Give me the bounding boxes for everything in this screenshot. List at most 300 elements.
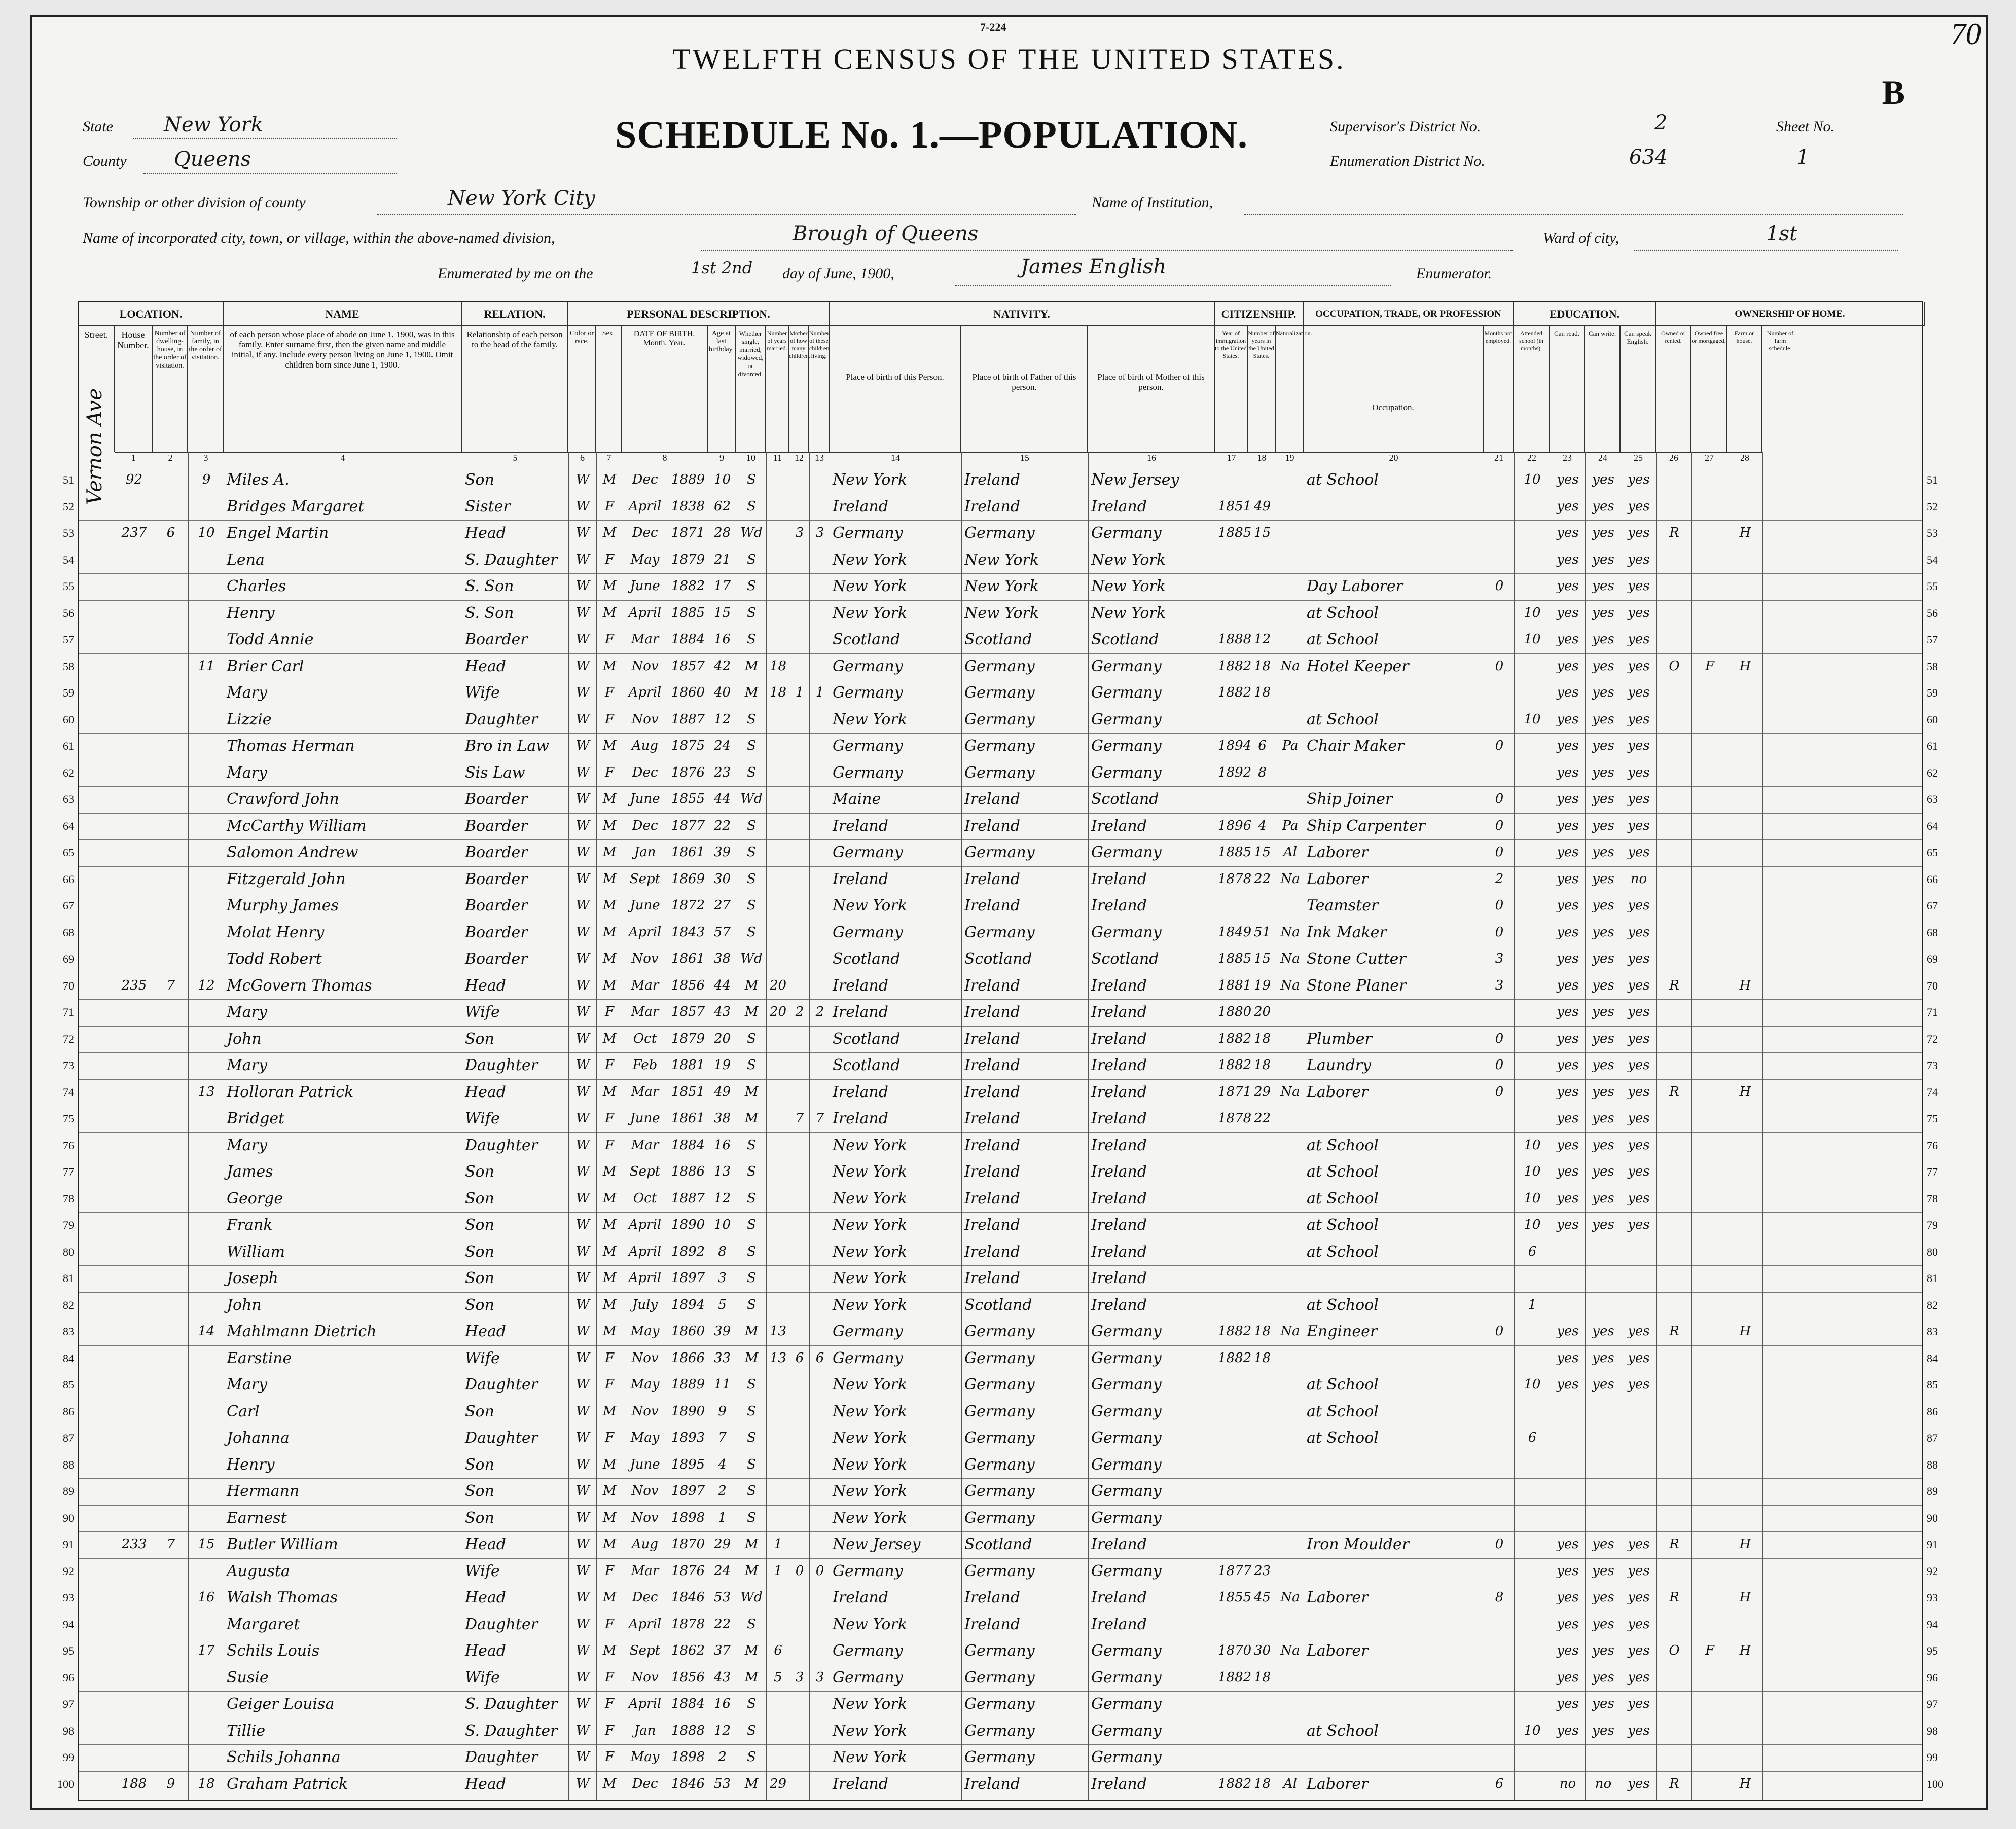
cell-ym: 20 xyxy=(769,1004,787,1019)
cell-own xyxy=(1659,1293,1689,1318)
cell-bp: Ireland xyxy=(833,870,888,888)
cell-ym xyxy=(769,1293,787,1318)
cell-unemp xyxy=(1487,1692,1512,1716)
cell-sex: M xyxy=(602,1084,617,1100)
cell-write: yes xyxy=(1592,1350,1614,1366)
cell-unemp: 0 xyxy=(1495,1537,1504,1552)
cell-unemp xyxy=(1487,1506,1512,1530)
cell-bp: Germany xyxy=(833,1323,903,1340)
line-number: 80 xyxy=(63,1245,74,1258)
table-row xyxy=(63,1744,1938,1769)
cell-liv: 3 xyxy=(815,1669,824,1685)
cell-farm xyxy=(1730,1239,1760,1264)
cell-read: yes xyxy=(1557,578,1579,594)
supervisor-label: Supervisor's District No. xyxy=(1330,118,1481,135)
cell-read: yes xyxy=(1557,658,1579,674)
cell-liv xyxy=(812,494,827,519)
line-number: 75 xyxy=(1927,1112,1938,1125)
cell-unemp: 8 xyxy=(1495,1590,1504,1605)
cell-imm xyxy=(1218,1745,1246,1770)
cell-yrs xyxy=(1251,1186,1274,1211)
cell-yrs: 19 xyxy=(1253,977,1271,993)
cell-rel: Head xyxy=(465,1535,507,1553)
cell-own xyxy=(1659,893,1689,918)
cell-ym xyxy=(769,1612,787,1637)
cell-own xyxy=(1659,1106,1689,1131)
cell-age: 53 xyxy=(713,1590,731,1605)
cell-bf: Germany xyxy=(964,1402,1035,1420)
cell-read: yes xyxy=(1557,1057,1579,1073)
cell-eng: yes xyxy=(1628,658,1650,674)
cell-rel: Head xyxy=(465,524,507,542)
cell-eng: yes xyxy=(1628,1190,1650,1206)
cell-liv xyxy=(812,946,827,971)
cell-sex: M xyxy=(602,578,617,594)
cell-fam xyxy=(191,1479,222,1504)
cell-eng: yes xyxy=(1628,924,1650,940)
cell-year: 1885 xyxy=(671,605,705,620)
line-number: 84 xyxy=(63,1351,74,1365)
cell-yrs: 4 xyxy=(1258,818,1267,833)
cell-bp: New York xyxy=(833,577,907,595)
cell-dw xyxy=(156,654,186,679)
line-number: 70 xyxy=(63,979,74,992)
cell-name: John xyxy=(227,1296,262,1314)
table-row xyxy=(63,893,1938,918)
cell-sex: M xyxy=(602,1270,617,1286)
cell-free xyxy=(1695,1559,1725,1584)
cell-occ xyxy=(1307,1479,1482,1504)
cell-write: yes xyxy=(1592,845,1614,860)
cell-own xyxy=(1659,1692,1689,1716)
table-row xyxy=(63,920,1938,944)
cell-unemp: 0 xyxy=(1495,738,1504,753)
cell-fam xyxy=(191,1106,222,1131)
line-number: 69 xyxy=(1927,953,1938,965)
cell-unemp xyxy=(1487,1399,1512,1424)
cell-write xyxy=(1588,1506,1618,1530)
cell-bm: Germany xyxy=(1091,1509,1162,1527)
cell-occ: Laborer xyxy=(1307,870,1369,888)
cell-age: 22 xyxy=(713,1616,731,1632)
cell-sex: F xyxy=(604,1004,615,1019)
cell-month: Jan xyxy=(634,1723,656,1738)
cell-bp: Scotland xyxy=(833,1056,901,1074)
cell-fam xyxy=(191,893,222,918)
cell-farm xyxy=(1730,1106,1760,1131)
cell-dw xyxy=(156,1372,186,1397)
cell-dw xyxy=(156,467,186,492)
cell-nat xyxy=(1279,893,1302,918)
cell-rel: Boarder xyxy=(465,923,528,941)
cell-occ xyxy=(1307,1266,1482,1291)
table-row xyxy=(63,627,1938,651)
cell-month: Mar xyxy=(631,1084,659,1100)
cell-read: yes xyxy=(1557,711,1579,727)
cell-unemp xyxy=(1487,1718,1512,1743)
cell-own xyxy=(1659,574,1689,599)
line-number: 60 xyxy=(63,713,74,726)
cell-name: Molat Henry xyxy=(227,923,325,941)
cell-bp: Maine xyxy=(833,790,881,808)
cell-nat xyxy=(1279,760,1302,785)
cell-bp: New York xyxy=(833,1509,907,1527)
cell-write: yes xyxy=(1592,552,1614,567)
cell-eng xyxy=(1624,1425,1654,1450)
cell-free xyxy=(1695,1186,1725,1211)
col-mother-of: Mother of how many children. xyxy=(789,326,809,452)
cell-read: yes xyxy=(1557,977,1579,993)
cell-name: Fitzgerald John xyxy=(227,870,346,888)
cell-write: yes xyxy=(1592,1004,1614,1019)
cell-mo xyxy=(792,734,807,758)
cell-mo: 3 xyxy=(795,525,804,540)
cell-free xyxy=(1695,467,1725,492)
cell-occ xyxy=(1307,1665,1482,1690)
cell-bf: Germany xyxy=(964,1376,1035,1394)
cell-free xyxy=(1695,1772,1725,1797)
cell-bp: Germany xyxy=(833,1562,903,1580)
cell-year: 1884 xyxy=(671,632,705,647)
cell-year: 1895 xyxy=(671,1456,705,1472)
cell-nat xyxy=(1279,1213,1302,1237)
cell-sch: 6 xyxy=(1528,1243,1537,1259)
cell-bm: Germany xyxy=(1091,1695,1162,1713)
cell-eng: yes xyxy=(1628,791,1650,807)
cell-fam xyxy=(191,494,222,519)
cell-bp: New York xyxy=(833,1748,907,1766)
cell-month: Mar xyxy=(631,977,659,993)
cell-imm: 1882 xyxy=(1218,1057,1252,1073)
cell-unemp: 3 xyxy=(1495,951,1504,966)
cell-color: W xyxy=(576,552,590,567)
cell-nat xyxy=(1279,1665,1302,1690)
cell-ym xyxy=(769,1159,787,1184)
cell-occ xyxy=(1307,680,1482,705)
line-number: 78 xyxy=(63,1192,74,1205)
cell-ym xyxy=(769,1239,787,1264)
cell-mo xyxy=(792,1186,807,1211)
cell-occ: at School xyxy=(1307,471,1379,489)
cell-dw xyxy=(156,1080,186,1105)
cell-free xyxy=(1695,1479,1725,1504)
column-number: 11 xyxy=(766,452,789,467)
cell-free xyxy=(1695,1425,1725,1450)
cell-unemp: 0 xyxy=(1495,845,1504,860)
cell-bp: New York xyxy=(833,1269,907,1287)
cell-fam: 15 xyxy=(198,1537,215,1552)
cell-mo xyxy=(792,814,807,838)
cell-month: Aug xyxy=(631,1537,659,1552)
cell-liv xyxy=(812,893,827,918)
cell-farm: H xyxy=(1739,1590,1751,1605)
line-number: 59 xyxy=(63,686,74,699)
cell-imm: 1878 xyxy=(1218,871,1252,887)
cell-nat xyxy=(1279,1612,1302,1637)
cell-ym: 6 xyxy=(774,1643,782,1658)
cell-occ: Hotel Keeper xyxy=(1307,657,1409,675)
cell-name: Lizzie xyxy=(227,710,272,728)
line-number: 93 xyxy=(63,1591,74,1604)
cell-sex: M xyxy=(602,605,617,620)
cell-rel: Head xyxy=(465,976,507,995)
cell-year: 1860 xyxy=(671,1324,705,1339)
cell-age: 12 xyxy=(713,1723,731,1738)
cell-rel: S. Son xyxy=(465,604,514,622)
cell-own: R xyxy=(1669,1084,1679,1100)
cell-house xyxy=(118,627,151,652)
line-number: 91 xyxy=(63,1538,74,1551)
column-number: 13 xyxy=(809,452,830,467)
cell-age: 33 xyxy=(713,1350,731,1366)
cell-liv xyxy=(812,1372,827,1397)
cell-write: yes xyxy=(1592,818,1614,833)
cell-ym xyxy=(769,1106,787,1131)
line-number: 54 xyxy=(1927,553,1938,566)
line-number: 60 xyxy=(1927,713,1938,726)
line-number: 79 xyxy=(63,1219,74,1231)
cell-fam xyxy=(191,1665,222,1690)
cell-fam xyxy=(191,1239,222,1264)
cell-year: 1890 xyxy=(671,1217,705,1232)
cell-fam xyxy=(191,1213,222,1237)
cell-color: W xyxy=(576,1217,590,1232)
cell-mo xyxy=(792,1506,807,1530)
cell-sex: M xyxy=(602,977,617,993)
cell-name: Thomas Herman xyxy=(227,737,355,755)
cell-yrs: 30 xyxy=(1253,1643,1271,1658)
cell-rel: Son xyxy=(465,1163,494,1181)
cell-mo xyxy=(792,574,807,599)
cell-bm: Germany xyxy=(1091,1642,1162,1660)
cell-nat xyxy=(1279,1239,1302,1264)
cell-mar: M xyxy=(744,1111,759,1126)
cell-eng: yes xyxy=(1628,552,1650,567)
cell-month: April xyxy=(628,1243,662,1259)
cell-sex: M xyxy=(602,924,617,940)
cell-bp: Ireland xyxy=(833,976,888,995)
cell-free xyxy=(1695,1319,1725,1344)
cell-bf: Ireland xyxy=(964,1110,1020,1127)
cell-month: July xyxy=(632,1297,658,1312)
cell-color: W xyxy=(576,1510,590,1525)
line-number: 88 xyxy=(63,1458,74,1471)
cell-bf: Ireland xyxy=(964,897,1020,914)
line-number: 100 xyxy=(1927,1777,1943,1790)
cell-year: 1879 xyxy=(671,552,705,567)
cell-ym xyxy=(769,494,787,519)
cell-bp: New York xyxy=(833,1376,907,1394)
line-number: 67 xyxy=(63,899,74,912)
cell-sch xyxy=(1517,654,1547,679)
cell-house: 235 xyxy=(121,977,147,993)
cell-write: yes xyxy=(1592,1537,1614,1552)
cell-mar: Wd xyxy=(740,791,763,807)
cell-mar: S xyxy=(747,605,756,620)
cell-year: 1851 xyxy=(671,1084,705,1100)
cell-sch: 10 xyxy=(1524,1377,1541,1392)
cell-bm: Ireland xyxy=(1091,976,1147,995)
line-number: 57 xyxy=(1927,633,1938,646)
cell-bm: New York xyxy=(1091,551,1166,569)
cell-read xyxy=(1553,1266,1583,1291)
cell-farm xyxy=(1730,1159,1760,1184)
cell-bf: Germany xyxy=(964,657,1035,675)
cell-bf: Germany xyxy=(964,1695,1035,1713)
cell-age: 27 xyxy=(713,898,731,913)
cell-unemp xyxy=(1487,521,1512,545)
cell-imm: 1885 xyxy=(1218,951,1252,966)
cell-liv xyxy=(812,867,827,892)
cell-month: Dec xyxy=(632,818,658,833)
cell-bm: New York xyxy=(1091,577,1166,595)
cell-liv xyxy=(812,1186,827,1211)
line-number: 99 xyxy=(1927,1751,1938,1764)
cell-read xyxy=(1553,1293,1583,1318)
cell-house xyxy=(118,1585,151,1610)
cell-eng: yes xyxy=(1628,578,1650,594)
state-value: New York xyxy=(164,113,263,136)
cell-unemp xyxy=(1487,1372,1512,1397)
cell-free xyxy=(1695,1027,1725,1051)
cell-nat: Pa xyxy=(1282,818,1299,833)
line-number: 74 xyxy=(63,1085,74,1099)
cell-farm xyxy=(1730,814,1760,838)
cell-mar: S xyxy=(747,1483,756,1498)
cell-mar: S xyxy=(747,1190,756,1206)
cell-bm: Scotland xyxy=(1091,790,1159,808)
cell-sex: M xyxy=(602,1643,617,1658)
cell-dw: 9 xyxy=(166,1776,175,1791)
cell-month: Mar xyxy=(631,1004,659,1019)
cell-yrs xyxy=(1251,1425,1274,1450)
line-number: 67 xyxy=(1927,899,1938,912)
cell-sex: F xyxy=(604,1563,615,1579)
cell-house xyxy=(118,734,151,758)
line-number: 62 xyxy=(63,766,74,779)
cell-eng xyxy=(1624,1479,1654,1504)
cell-mar: S xyxy=(747,1297,756,1312)
cell-bp: Germany xyxy=(833,524,903,542)
cell-month: Dec xyxy=(632,472,658,487)
cell-yrs xyxy=(1251,467,1274,492)
cell-sex: F xyxy=(604,1696,615,1711)
cell-bm: Germany xyxy=(1091,524,1162,542)
table-row xyxy=(63,1558,1938,1583)
cell-bm: Germany xyxy=(1091,737,1162,755)
cell-dw xyxy=(156,760,186,785)
cell-ym xyxy=(769,1080,787,1105)
cell-eng: yes xyxy=(1628,1377,1650,1392)
cell-write: yes xyxy=(1592,472,1614,487)
cell-unemp xyxy=(1487,1000,1512,1025)
cell-own xyxy=(1659,1159,1689,1184)
cell-rel: Son xyxy=(465,1482,494,1500)
cell-month: April xyxy=(628,1270,662,1286)
cell-own: R xyxy=(1669,1537,1679,1552)
cell-mar: S xyxy=(747,1723,756,1738)
cell-free xyxy=(1695,1399,1725,1424)
cell-month: Aug xyxy=(631,738,659,753)
cell-year: 1861 xyxy=(671,1111,705,1126)
cell-occ: Laborer xyxy=(1307,1083,1369,1101)
cell-farm xyxy=(1730,707,1760,732)
cell-write: yes xyxy=(1592,1217,1614,1232)
cell-farm xyxy=(1730,1372,1760,1397)
cell-imm: 1885 xyxy=(1218,525,1252,540)
cell-fam xyxy=(191,1159,222,1184)
cell-mar: S xyxy=(747,924,756,940)
cell-bf: Ireland xyxy=(964,1615,1020,1633)
cell-yrs xyxy=(1251,1479,1274,1504)
column-rule xyxy=(766,452,767,1800)
cell-farm xyxy=(1730,627,1760,652)
line-number: 54 xyxy=(63,553,74,566)
cell-read: yes xyxy=(1557,498,1579,514)
cell-free xyxy=(1695,1266,1725,1291)
table-row xyxy=(63,1265,1938,1290)
cell-dw xyxy=(156,1559,186,1584)
line-number: 87 xyxy=(63,1432,74,1444)
cell-month: Feb xyxy=(632,1057,658,1073)
cell-house xyxy=(118,1159,151,1184)
cell-own: R xyxy=(1669,1776,1679,1791)
cell-sch: 1 xyxy=(1528,1297,1537,1312)
cell-sch xyxy=(1517,1638,1547,1663)
cell-house xyxy=(118,1559,151,1584)
cell-write: yes xyxy=(1592,764,1614,780)
cell-nat xyxy=(1279,787,1302,812)
cell-age: 38 xyxy=(713,951,731,966)
cell-fam xyxy=(191,707,222,732)
cell-liv: 2 xyxy=(815,1004,824,1019)
city-label: Name of incorporated city, town, or village, within the above-named division, xyxy=(83,230,555,246)
cell-name: Earstine xyxy=(227,1349,292,1367)
cell-sex: F xyxy=(604,1350,615,1366)
cell-sch: 10 xyxy=(1524,1164,1541,1179)
cell-rel: Son xyxy=(465,471,494,489)
cell-bm: Germany xyxy=(1091,1562,1162,1580)
enumeration-value: 634 xyxy=(1629,145,1668,169)
cell-color: W xyxy=(576,1111,590,1126)
cell-bp: Germany xyxy=(833,684,903,702)
cell-month: Nov xyxy=(631,1510,659,1525)
line-number: 91 xyxy=(1927,1538,1938,1551)
cell-fam: 13 xyxy=(198,1084,215,1100)
cell-house xyxy=(118,1000,151,1025)
cell-rel: Boarder xyxy=(465,790,528,808)
cell-name: Hermann xyxy=(227,1482,300,1500)
cell-occ: Stone Cutter xyxy=(1307,950,1406,968)
cell-color: W xyxy=(576,791,590,807)
cell-own xyxy=(1659,1665,1689,1690)
line-number: 65 xyxy=(1927,846,1938,859)
cell-imm xyxy=(1218,707,1246,732)
cell-month: Nov xyxy=(631,1403,659,1419)
cell-sex: F xyxy=(604,1616,615,1632)
cell-name: Bridget xyxy=(227,1110,285,1127)
cell-eng: yes xyxy=(1628,472,1650,487)
cell-house xyxy=(118,1692,151,1716)
cell-age: 11 xyxy=(713,1377,731,1392)
cell-mo xyxy=(792,946,807,971)
cell-age: 49 xyxy=(713,1084,731,1100)
cell-bp: New York xyxy=(833,1482,907,1500)
column-number: 8 xyxy=(622,452,708,467)
cell-liv xyxy=(812,574,827,599)
cell-bm: Germany xyxy=(1091,1323,1162,1340)
cell-bf: Scotland xyxy=(964,950,1032,968)
